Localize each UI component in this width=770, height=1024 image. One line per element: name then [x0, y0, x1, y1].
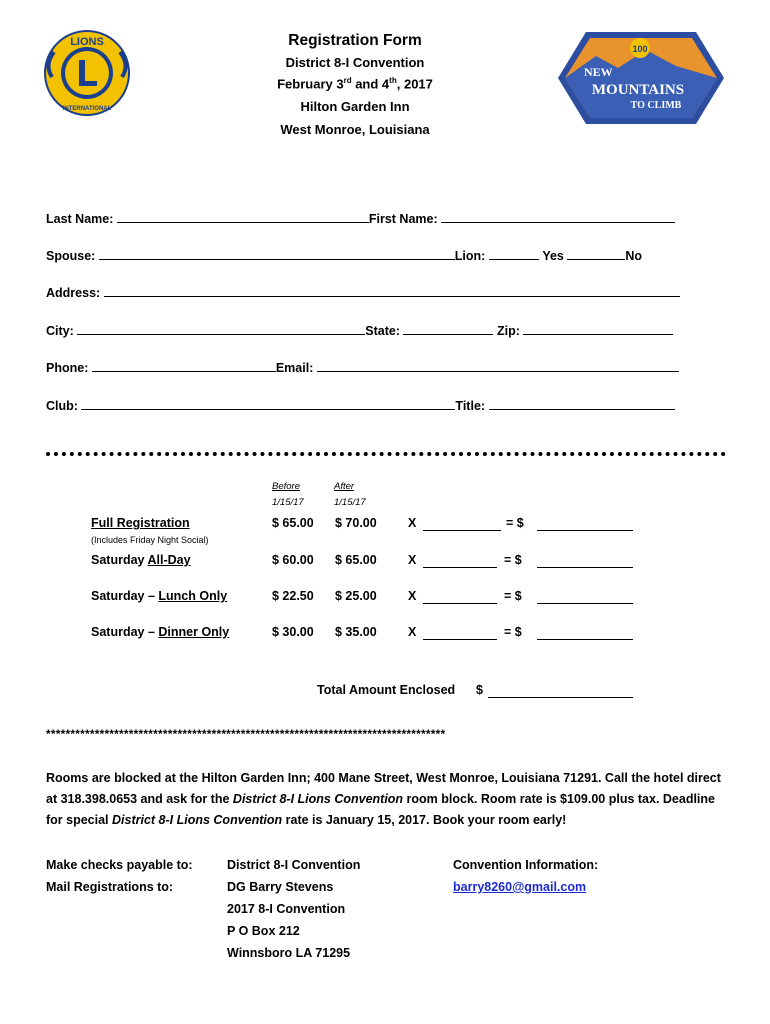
full-amount-field[interactable] [537, 516, 633, 531]
before-date: 1/15/17 [272, 497, 304, 508]
dinner-amount-field[interactable] [537, 625, 633, 640]
club-field[interactable] [81, 395, 455, 410]
contact-email-link[interactable]: barry8260@gmail.com [453, 880, 587, 894]
checks-payable-label: Make checks payable to: [46, 858, 193, 872]
phone-row [46, 357, 679, 375]
city-label: City: [46, 324, 74, 338]
total-currency: $ [476, 683, 483, 697]
saturday-all-day-label: Saturday All-Day [91, 553, 191, 567]
dotted-divider [46, 452, 726, 456]
name-row [46, 208, 675, 226]
full-registration-note: (Includes Friday Night Social) [91, 535, 209, 545]
zip-field[interactable] [523, 320, 673, 335]
new-mountains-to-climb-logo-icon [556, 30, 726, 126]
spouse-field[interactable] [99, 245, 455, 260]
lunch-eq-label: = $ [504, 589, 522, 603]
address-label: Address: [46, 286, 101, 300]
last-name-field[interactable] [117, 208, 369, 223]
event-date: February 3rd and 4th, 2017 [277, 76, 433, 92]
spouse-row [46, 245, 642, 263]
total-amount-field[interactable] [488, 683, 633, 698]
full-after-price: $ 70.00 [335, 516, 377, 530]
lion-no-field[interactable] [567, 245, 625, 260]
after-label: After [334, 481, 355, 492]
page-title: Registration Form [288, 32, 422, 49]
dinner-qty-field[interactable] [423, 625, 497, 640]
mailing-address [227, 854, 360, 964]
full-before-price: $ 65.00 [272, 516, 314, 530]
allday-eq-label: = $ [504, 553, 522, 567]
lions-international-logo-icon [44, 30, 130, 116]
spouse-label: Spouse: [46, 249, 96, 263]
svg-text:TO CLIMB: TO CLIMB [630, 100, 682, 111]
mail-registrations-label: Mail Registrations to: [46, 880, 174, 894]
lunch-qty-field[interactable] [423, 589, 497, 604]
address-row [46, 282, 680, 300]
svg-text:LIONS: LIONS [70, 36, 104, 48]
lunch-x-label: X [408, 589, 417, 603]
saturday-dinner-label: Saturday – Dinner Only [91, 625, 230, 639]
hotel-paragraph: Rooms are blocked at the Hilton Garden Inn; 400 Mane Street, West Monroe, Louisiana 71291. Call the hotel direct at 318.398.0653 and ask for the District 8-I Lions Convention room block. Room rate is $109.00 plus tax. Deadline for special District 8-I Lions Convention rate is January 15, 2017. Book your room early! [46, 771, 721, 827]
lunch-amount-field[interactable] [537, 589, 633, 604]
dinner-x-label: X [408, 625, 417, 639]
state-field[interactable] [403, 320, 493, 335]
after-date: 1/15/17 [334, 497, 366, 508]
dinner-after-price: $ 35.00 [335, 625, 377, 639]
convention-info-label: Convention Information: [453, 858, 599, 872]
address-line: 2017 8-I Convention [227, 902, 346, 916]
zip-label: Zip: [496, 324, 520, 338]
first-name-label: First Name: [368, 212, 438, 226]
svg-text:INTERNATIONAL: INTERNATIONAL [62, 106, 112, 112]
new-mountains-logo [556, 30, 726, 126]
address-line: District 8-I Convention [227, 858, 361, 872]
svg-text:NEW: NEW [584, 65, 613, 79]
club-row [46, 395, 675, 413]
allday-qty-field[interactable] [423, 553, 497, 568]
event-name: District 8-I Convention [285, 55, 425, 70]
email-label: Email: [275, 361, 314, 375]
dinner-before-price: $ 30.00 [272, 625, 314, 639]
dinner-eq-label: = $ [504, 625, 522, 639]
svg-text:MOUNTAINS: MOUNTAINS [591, 82, 685, 98]
address-line: Winnsboro LA 71295 [227, 946, 351, 960]
full-registration-label: Full Registration [91, 516, 190, 530]
state-label: State: [365, 324, 400, 338]
city-field[interactable] [77, 320, 365, 335]
city-row [46, 320, 673, 338]
lion-label: Lion: [454, 249, 486, 263]
lunch-after-price: $ 25.00 [335, 589, 377, 603]
saturday-lunch-label: Saturday – Lunch Only [91, 589, 228, 603]
allday-before-price: $ 60.00 [272, 553, 314, 567]
event-city: West Monroe, Louisiana [280, 122, 430, 137]
address-line: P O Box 212 [227, 924, 300, 938]
last-name-label: Last Name: [46, 212, 114, 226]
allday-after-price: $ 65.00 [335, 553, 377, 567]
lunch-before-price: $ 22.50 [272, 589, 314, 603]
first-name-field[interactable] [441, 208, 675, 223]
allday-x-label: X [408, 553, 417, 567]
lion-yes-field[interactable] [489, 245, 539, 260]
before-label: Before [272, 481, 300, 492]
total-label: Total Amount Enclosed [317, 683, 456, 697]
address-line: DG Barry Stevens [227, 880, 334, 894]
lions-logo [44, 30, 130, 116]
email-field[interactable] [317, 357, 679, 372]
phone-field[interactable] [92, 357, 276, 372]
no-label: No [625, 249, 643, 263]
star-divider: ********************************************************************************** [46, 727, 446, 741]
allday-amount-field[interactable] [537, 553, 633, 568]
full-eq-label: = $ [506, 516, 524, 530]
club-label: Club: [46, 399, 78, 413]
address-field[interactable] [104, 282, 680, 297]
svg-text:100: 100 [632, 44, 648, 54]
title-field[interactable] [489, 395, 675, 410]
title-label: Title: [455, 399, 486, 413]
phone-label: Phone: [46, 361, 89, 375]
full-qty-field[interactable] [423, 516, 501, 531]
yes-label: Yes [542, 249, 564, 263]
event-venue: Hilton Garden Inn [300, 99, 410, 114]
full-x-label: X [408, 516, 417, 530]
